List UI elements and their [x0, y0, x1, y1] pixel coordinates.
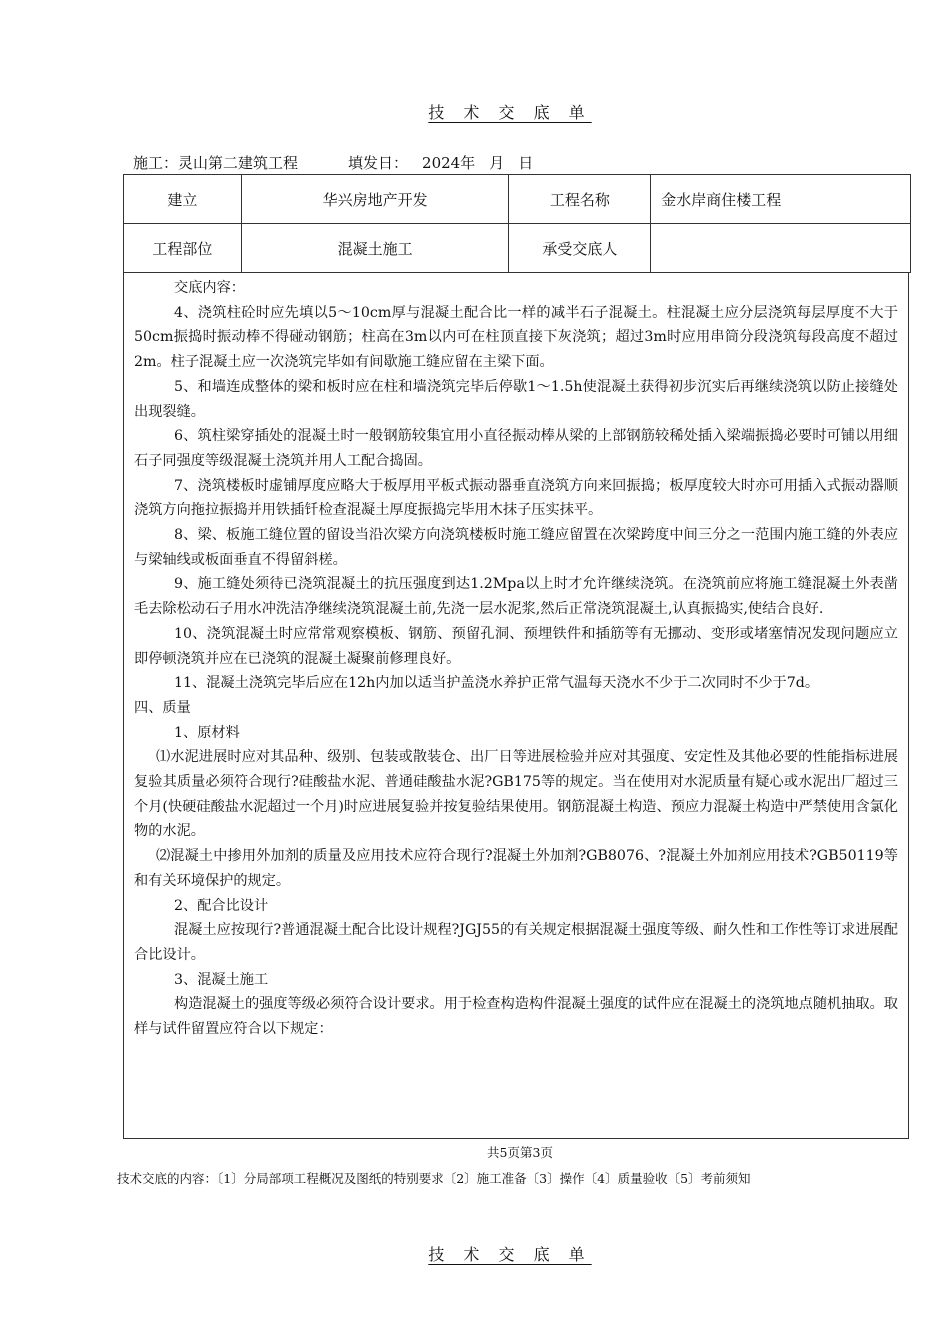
- receiver-value: [651, 224, 911, 273]
- subsection-raw-materials: 1、原材料: [174, 724, 240, 741]
- content-paragraph: 7、浇筑楼板时虚铺厚度应略大于板厚用平板式振动器垂直浇筑方向来回振捣；板厚度较大时亦可用插入式振动器顺浇筑方向拖拉振捣并用铁插钎检查混凝土厚度振捣完毕用木抹子压实抹平。: [134, 477, 898, 519]
- info-table: [123, 174, 911, 273]
- receiver-label: 承受交底人: [509, 224, 651, 273]
- content-paragraph: 4、浇筑柱砼时应先填以5～10cm厚与混凝土配合比一样的减半石子混凝土。柱混凝土应分层浇筑每层厚度不大于50cm振捣时振动棒不得碰动钢筋；柱高在3m以内可在柱顶直接下灰浇筑；超过3m时应用串筒分段浇筑每段高度不超过2m。柱子混凝土应一次浇筑完毕如有间歇施工缝应留在主梁下面。: [134, 304, 898, 371]
- subsection-concrete-construction: 3、混凝土施工: [174, 971, 269, 988]
- date-year: 2024年: [422, 154, 476, 172]
- builder-value: 华兴房地产开发: [241, 175, 509, 224]
- content-paragraph: ⑵混凝土中掺用外加剂的质量及应用技术应符合现行?混凝土外加剂?GB8076、?混凝土外加剂应用技术?GB50119等和有关环境保护的规定。: [134, 848, 898, 889]
- content-paragraph: 9、施工缝处须待已浇筑混凝土的抗压强度到达1.2Mpa以上时才允许继续浇筑。在浇筑前应将施工缝混凝土外表凿毛去除松动石子用水冲洗洁净继续浇筑混凝土前,先浇一层水泥浆,然后正常浇筑混凝土,认真振捣实,使结合良好.: [134, 576, 898, 618]
- content-paragraph: 构造混凝土的强度等级必须符合设计要求。用于检查构造构件混凝土强度的试件应在混凝土的浇筑地点随机抽取。取样与试件留置应符合以下规定：: [134, 996, 898, 1038]
- content-heading: 交底内容：: [174, 280, 245, 296]
- document-title: 技 术 交 底 单: [428, 103, 592, 122]
- section-quality: 四、质量: [134, 699, 191, 716]
- date-day: 日: [518, 154, 534, 172]
- content-paragraph: 5、和墙连成整体的梁和板时应在柱和墙浇筑完毕后停歇1～1.5h使混凝土获得初步沉实后再继续浇筑以防止接缝处出现裂缝。: [134, 378, 898, 420]
- project-name-value: 金水岸商住楼工程: [651, 175, 911, 224]
- info-row-1: [124, 175, 911, 224]
- header-line: [133, 152, 533, 173]
- builder-label: 建立: [124, 175, 242, 224]
- content-paragraph: 8、梁、板施工缝位置的留设当沿次梁方向浇筑楼板时施工缝应留置在次梁跨度中间三分之一范围内施工缝的外表应与梁轴线或板面垂直不得留斜槎。: [134, 527, 898, 568]
- content-box: [123, 272, 909, 1139]
- info-row-2: [124, 224, 911, 273]
- part-value: 混凝土施工: [241, 224, 509, 273]
- page-number: 共5页第3页: [487, 1145, 553, 1160]
- content-paragraph: 11、混凝土浇筑完毕后应在12h内加以适当护盖浇水养护正常气温每天浇水不少于二次同时不少于7d。: [174, 675, 820, 692]
- content-paragraph: 10、浇筑混凝土时应常常观察模板、钢筋、预留孔洞、预埋铁件和插筋等有无挪动、变形或堵塞情况发现问题应立即停顿浇筑并应在已浇筑的混凝土凝聚前修理良好。: [134, 625, 898, 667]
- part-label: 工程部位: [124, 224, 242, 273]
- next-page-title: 技 术 交 底 单: [428, 1245, 592, 1264]
- content-paragraph: 混凝土应按现行?普通混凝土配合比设计规程?JGJ55的有关规定根据混凝土强度等级、耐久性和工作性等订求进展配合比设计。: [134, 922, 898, 963]
- construction-label: 施工：灵山第二建筑工程: [133, 154, 299, 172]
- content-paragraph: ⑴水泥进展时应对其品种、级别、包装或散装仓、出厂日等进展检验并应对其强度、安定性及其他必要的性能指标进展复验其质量必须符合现行?硅酸盐水泥、普通硅酸盐水泥?GB175等的规定。当在使用对水泥质量有疑心或水泥出厂超过三个月(快硬硅酸盐水泥超过一个月)时应进展复验并按复验结果使用。钢筋混凝土构造、预应力混凝土构造中严禁使用含氯化物的水泥。: [134, 749, 898, 840]
- footer-note: 技术交底的内容：〔1〕分局部项工程概况及图纸的特别要求〔2〕施工准备〔3〕操作〔4〕质量验收〔5〕考前须知: [117, 1171, 751, 1186]
- content-paragraph: 6、筑柱梁穿插处的混凝土时一般钢筋较集宜用小直径振动棒从梁的上部钢筋较稀处插入梁端振捣必要时可铺以用细石子同强度等级混凝土浇筑并用人工配合捣固。: [134, 428, 898, 469]
- date-month: 月: [489, 154, 505, 172]
- project-name-label: 工程名称: [509, 175, 651, 224]
- subsection-mix-design: 2、配合比设计: [174, 897, 269, 914]
- date-label: 填发日：: [348, 154, 409, 172]
